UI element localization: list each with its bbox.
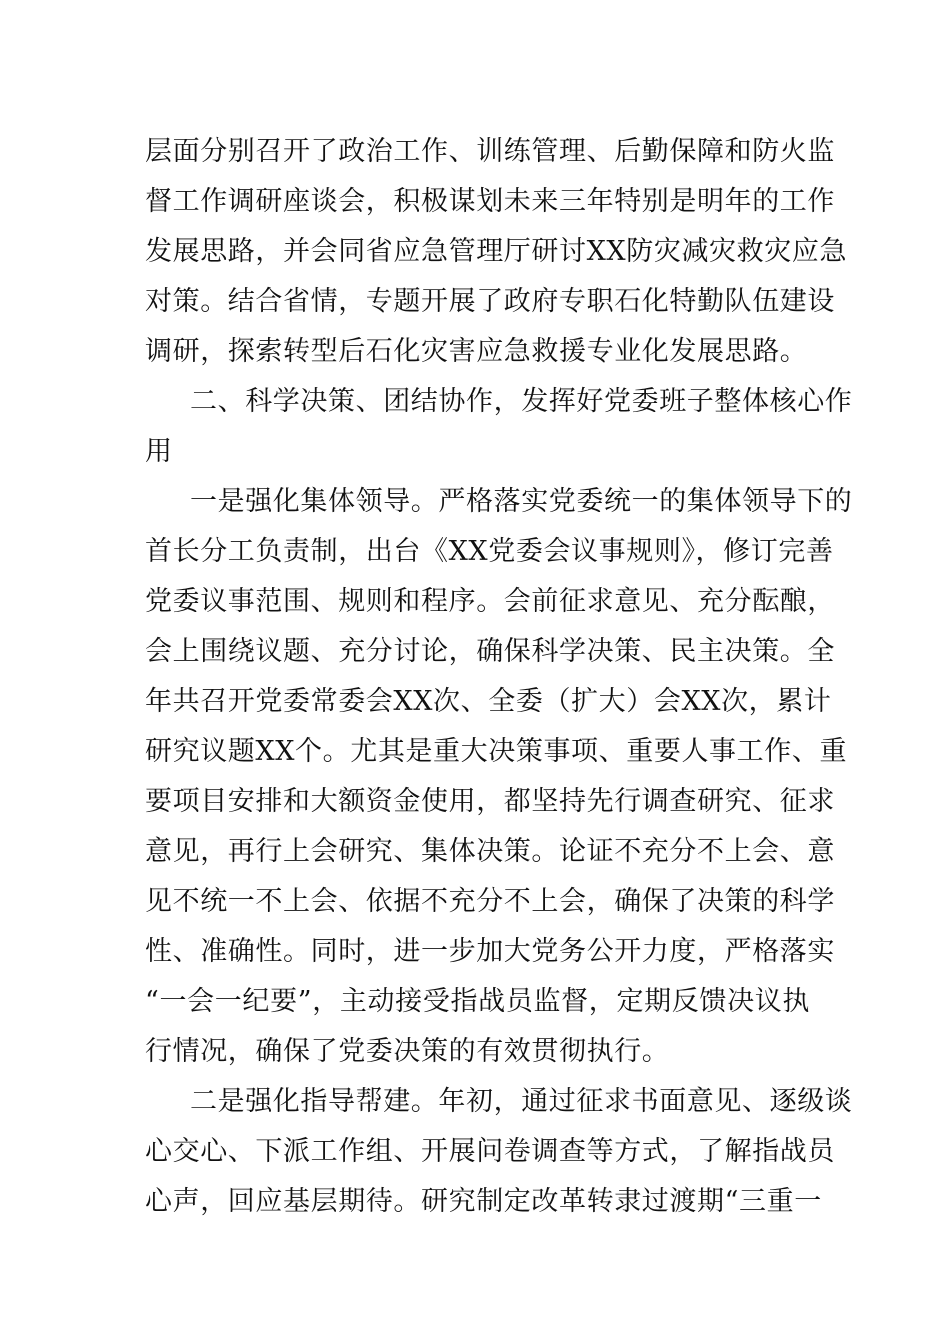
text-line: 首长分工负责制，出台《XX党委会议事规则》，修订完善 — [145, 536, 834, 567]
text-line: 行情况，确保了党委决策的有效贯彻执行。 — [145, 1036, 670, 1067]
text-line: “一会一纪要”，主动接受指战员监督，定期反馈决议执 — [145, 986, 810, 1017]
text-line: 党委议事范围、规则和程序。会前征求意见、充分酝酿， — [145, 586, 835, 617]
text-line: 意见，再行上会研究、集体决策。论证不充分不上会、意 — [145, 836, 835, 867]
section-heading-end: 用 — [145, 436, 173, 467]
text-line: 督工作调研座谈会，积极谋划未来三年特别是明年的工作 — [145, 186, 835, 217]
text-line: 性、准确性。同时，进一步加大党务公开力度，严格落实 — [145, 936, 835, 967]
text-line: 调研，探索转型后石化灾害应急救援专业化发展思路。 — [145, 336, 808, 367]
text-line: 层面分别召开了政治工作、训练管理、后勤保障和防火监 — [145, 136, 835, 167]
text-line: 心声，回应基层期待。研究制定改革转隶过渡期“三重一 — [145, 1186, 822, 1217]
paragraph-start: 二是强化指导帮建。年初，通过征求书面意见、逐级谈 — [190, 1086, 853, 1117]
text-line: 见不统一不上会、依据不充分不上会，确保了决策的科学 — [145, 886, 835, 917]
paragraph-start: 一是强化集体领导。严格落实党委统一的集体领导下的 — [190, 486, 853, 517]
text-line: 研究议题XX个。尤其是重大决策事项、重要人事工作、重 — [145, 736, 848, 767]
text-line: 对策。结合省情，专题开展了政府专职石化特勤队伍建设 — [145, 286, 835, 317]
text-line: 发展思路，并会同省应急管理厅研讨XX防灾减灾救灾应急 — [145, 236, 848, 267]
text-line: 要项目安排和大额资金使用，都坚持先行调查研究、征求 — [145, 786, 835, 817]
section-heading: 二、科学决策、团结协作，发挥好党委班子整体核心作 — [190, 386, 853, 417]
text-line: 年共召开党委常委会XX次、全委（扩大）会XX次，累计 — [145, 686, 832, 717]
text-line: 心交心、下派工作组、开展问卷调查等方式，了解指战员 — [145, 1136, 835, 1167]
text-line: 会上围绕议题、充分讨论，确保科学决策、民主决策。全 — [145, 636, 835, 667]
